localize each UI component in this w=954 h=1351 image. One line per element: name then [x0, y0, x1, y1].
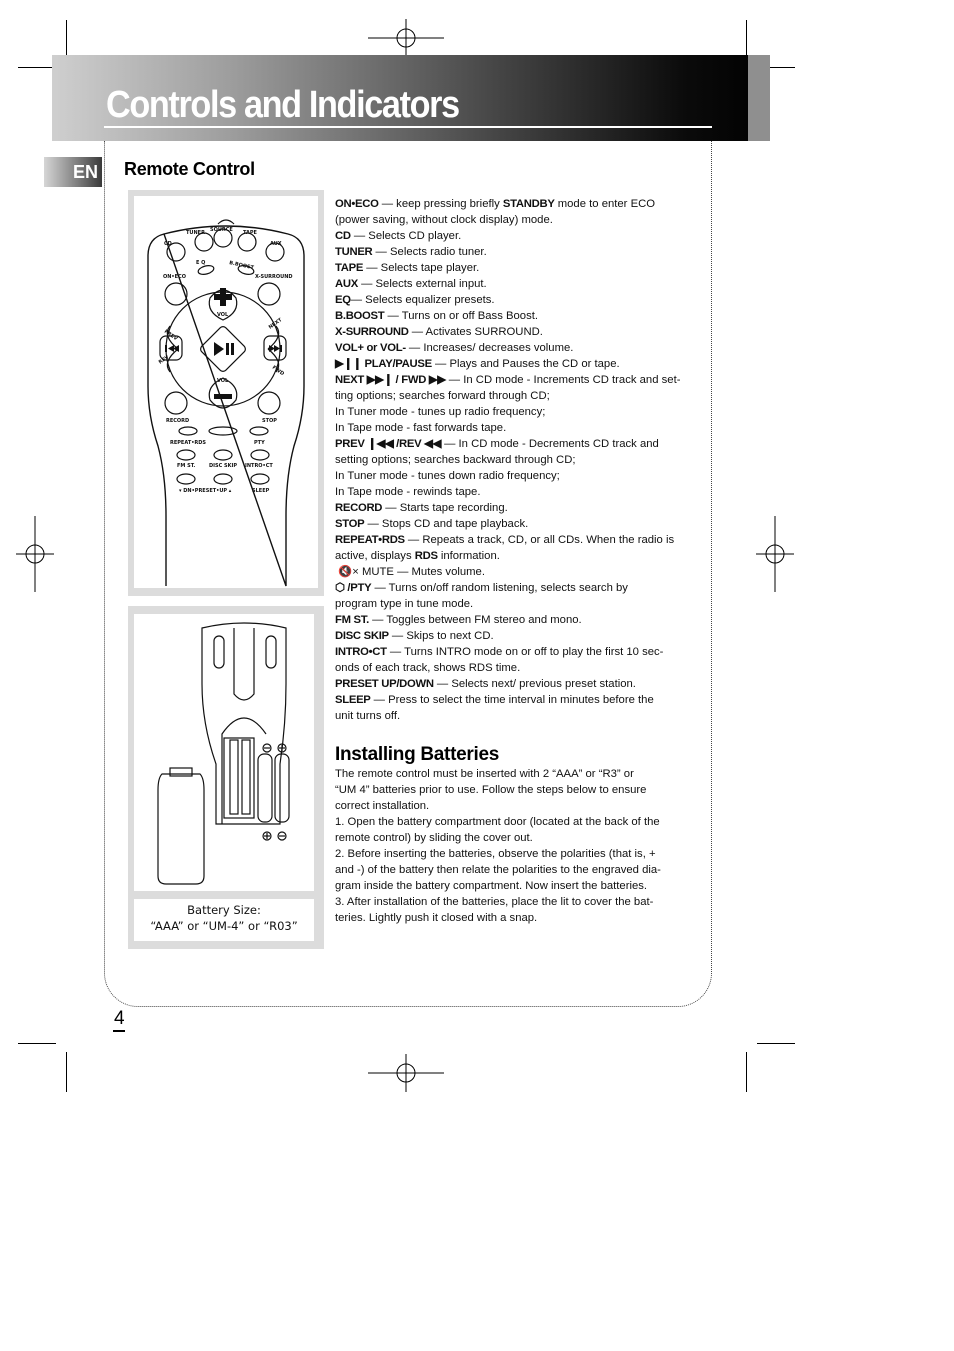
battery-instruction-line: and -) of the battery then relate the polarities to the engraved dia-: [335, 864, 661, 876]
description-text: — Turns on or off Bass Boost.: [384, 310, 539, 322]
description-term: PREV ❙◀◀ /REV ◀◀: [335, 438, 441, 450]
description-term: B.BOOST: [335, 310, 385, 322]
label-vol-down: VOL: [217, 378, 229, 384]
description-line: [335, 324, 687, 340]
description-text: In Tuner mode - tunes down radio frequency;: [335, 470, 560, 482]
description-text: — Turns on/off random listening, selects search by: [371, 582, 628, 594]
description-term: RECORD: [335, 502, 383, 514]
description-text: — Selects tape player.: [363, 262, 480, 274]
description-term: DISC SKIP: [335, 630, 389, 642]
description-text: mode to enter ECO: [554, 198, 656, 210]
crop-mark: [746, 20, 747, 60]
battery-instruction-line: 1. Open the battery compartment door (located at the back of the: [335, 816, 660, 828]
description-text: — Selects equalizer presets.: [350, 294, 495, 306]
description-line: [335, 260, 687, 276]
description-text: unit turns off.: [335, 710, 401, 722]
remote-control-heading: Remote Control: [124, 159, 255, 179]
registration-mark-icon: [368, 19, 444, 57]
description-line: [335, 388, 687, 404]
label-pty: PTY: [254, 440, 265, 446]
label-tuner: TUNER: [186, 230, 205, 236]
description-line: [335, 484, 687, 500]
battery-size-label: Battery Size:: [187, 903, 261, 917]
description-text: In Tape mode - fast forwards tape.: [335, 422, 507, 434]
description-line: [335, 548, 687, 564]
description-text: (power saving, without clock display) mode.: [335, 214, 553, 226]
description-line: [335, 468, 687, 484]
description-text: — Selects radio tuner.: [372, 246, 487, 258]
crop-mark: [66, 1052, 67, 1092]
description-term: RDS: [414, 550, 438, 562]
description-line: [335, 452, 687, 468]
page-number-underline: [113, 1030, 125, 1032]
label-cd: CD: [164, 241, 172, 247]
battery-size-values: “AAA” or “UM-4” or “R03”: [150, 919, 298, 933]
battery-instruction-line: correct installation.: [335, 800, 430, 812]
label-on-eco: ON•ECO: [163, 274, 186, 280]
header-banner-tab: [748, 55, 770, 141]
description-line: [335, 660, 687, 676]
battery-size-caption: [134, 902, 314, 934]
label-intro-ct: INTRO•CT: [245, 463, 273, 469]
description-line: [335, 276, 687, 292]
label-prev: PREV: [162, 328, 179, 343]
description-text: — In CD mode - Decrements CD track and: [440, 438, 659, 450]
description-line: [335, 564, 687, 580]
description-text: — Selects next/ previous preset station.: [433, 678, 636, 690]
battery-instruction-line: gram inside the battery compartment. Now insert the batteries.: [335, 880, 648, 892]
description-text: — Skips to next CD.: [388, 630, 494, 642]
label-record: RECORD: [166, 418, 190, 424]
description-line: [335, 308, 687, 324]
description-term: ▶❙❙ PLAY/PAUSE: [335, 358, 432, 370]
description-line: [335, 436, 687, 452]
crop-mark: [66, 20, 67, 60]
description-text: — Toggles between FM stereo and mono.: [368, 614, 582, 626]
description-text: — Repeats a track, CD, or all CDs. When the radio is: [404, 534, 675, 546]
title-underline: [104, 126, 712, 128]
description-line: [335, 228, 687, 244]
registration-mark-icon: [16, 516, 54, 592]
page-title: Controls and Indicators: [106, 84, 459, 126]
description-text: 🔇× MUTE — Mutes volume.: [335, 566, 485, 578]
label-eq: E Q: [196, 260, 206, 266]
description-text: In Tape mode - rewinds tape.: [335, 486, 481, 498]
control-descriptions: [335, 196, 687, 724]
description-line: [335, 196, 687, 212]
description-term: PRESET UP/DOWN: [335, 678, 434, 690]
battery-instruction-line: remote control) by sliding the cover out.: [335, 832, 533, 844]
label-x-surround: X-SURROUND: [255, 274, 293, 280]
battery-compartment-illustration: [134, 614, 314, 891]
label-next: NEXT: [267, 317, 284, 331]
label-rev: REV: [157, 354, 171, 366]
battery-instruction-line: The remote control must be inserted with 2 “AAA” or “R3” or: [335, 768, 634, 780]
description-line: [335, 596, 687, 612]
description-line: [335, 420, 687, 436]
description-line: [335, 628, 687, 644]
description-text: information.: [437, 550, 500, 562]
installing-batteries-heading: Installing Batteries: [335, 744, 499, 765]
description-term: AUX: [335, 278, 358, 290]
description-text: — Turns INTRO mode on or off to play the first 10 sec-: [386, 646, 664, 658]
crop-mark: [18, 1043, 56, 1044]
page-number: 4: [114, 1008, 125, 1029]
description-text: — Selects CD player.: [350, 230, 462, 242]
description-term: SLEEP: [335, 694, 371, 706]
description-term: FM ST.: [335, 614, 369, 626]
description-line: [335, 404, 687, 420]
label-aux: AUX: [270, 241, 282, 247]
description-term: NEXT ▶▶❙ / FWD ▶▶: [335, 374, 446, 386]
label-repeat-rds: REPEAT•RDS: [170, 440, 207, 446]
crop-mark: [746, 1052, 747, 1092]
description-term: ON•ECO: [335, 198, 379, 210]
description-line: [335, 580, 687, 596]
label-sleep: SLEEP: [252, 488, 270, 494]
label-tape: TAPE: [243, 230, 257, 236]
description-text: — In CD mode - Increments CD track and set-: [445, 374, 681, 386]
description-line: [335, 340, 687, 356]
description-term: STANDBY: [502, 198, 555, 210]
label-preset: ▾ DN•PRESET•UP ▴: [179, 488, 232, 494]
description-text: — Increases/ decreases volume.: [405, 342, 574, 354]
description-line: [335, 212, 687, 228]
battery-instruction-line: 3. After installation of the batteries, place the lit to cover the bat-: [335, 896, 654, 908]
label-source: SOURCE: [210, 227, 233, 233]
description-term: X-SURROUND: [335, 326, 409, 338]
description-text: setting options; searches backward through CD;: [335, 454, 576, 466]
description-term: VOL+ or VOL-: [335, 342, 406, 354]
description-term: STOP: [335, 518, 365, 530]
description-line: [335, 500, 687, 516]
description-term: TAPE: [335, 262, 364, 274]
label-vol-up: VOL: [217, 312, 229, 318]
battery-instruction-line: teries. Lightly push it closed with a snap.: [335, 912, 538, 924]
label-disc-skip: DISC SKIP: [209, 463, 238, 469]
description-text: — Starts tape recording.: [382, 502, 508, 514]
description-line: [335, 244, 687, 260]
registration-mark-icon: [756, 516, 794, 592]
description-term: REPEAT•RDS: [335, 534, 405, 546]
description-text: — Plays and Pauses the CD or tape.: [431, 358, 620, 370]
description-text: onds of each track, shows RDS time.: [335, 662, 521, 674]
description-text: — Stops CD and tape playback.: [364, 518, 529, 530]
description-term: INTRO•CT: [335, 646, 387, 658]
description-text: In Tuner mode - tunes up radio frequency;: [335, 406, 546, 418]
description-text: — Selects external input.: [357, 278, 487, 290]
description-line: [335, 292, 687, 308]
crop-mark: [757, 1043, 795, 1044]
description-text: program type in tune mode.: [335, 598, 474, 610]
description-line: [335, 612, 687, 628]
description-text: ting options; searches forward through CD;: [335, 390, 550, 402]
label-fwd: FWD: [270, 364, 286, 378]
description-term: TUNER: [335, 246, 373, 258]
description-line: [335, 516, 687, 532]
description-text: — keep pressing briefly: [378, 198, 503, 210]
label-bboost: B.BOOST: [228, 260, 255, 272]
description-line: [335, 356, 687, 372]
label-stop: STOP: [262, 418, 277, 424]
battery-instruction-line: “UM 4” batteries prior to use. Follow the steps below to ensure: [335, 784, 647, 796]
description-line: [335, 372, 687, 388]
installing-batteries-text: [335, 766, 687, 926]
crop-mark: [18, 67, 56, 68]
description-text: — Press to select the time interval in minutes before the: [370, 694, 654, 706]
description-term: ⬡ /PTY: [335, 582, 372, 594]
description-term: EQ: [335, 294, 351, 306]
battery-instruction-line: 2. Before inserting the batteries, observe the polarities (that is, +: [335, 848, 656, 860]
registration-mark-icon: [368, 1054, 444, 1092]
language-badge: EN: [44, 157, 102, 187]
description-line: [335, 692, 687, 708]
description-term: CD: [335, 230, 351, 242]
label-fm-st: FM ST.: [177, 463, 196, 469]
description-line: [335, 708, 687, 724]
description-line: [335, 676, 687, 692]
description-line: [335, 532, 687, 548]
remote-control-illustration: [134, 196, 318, 588]
description-text: — Activates SURROUND.: [408, 326, 543, 338]
description-line: [335, 644, 687, 660]
description-text: active, displays: [335, 550, 415, 562]
